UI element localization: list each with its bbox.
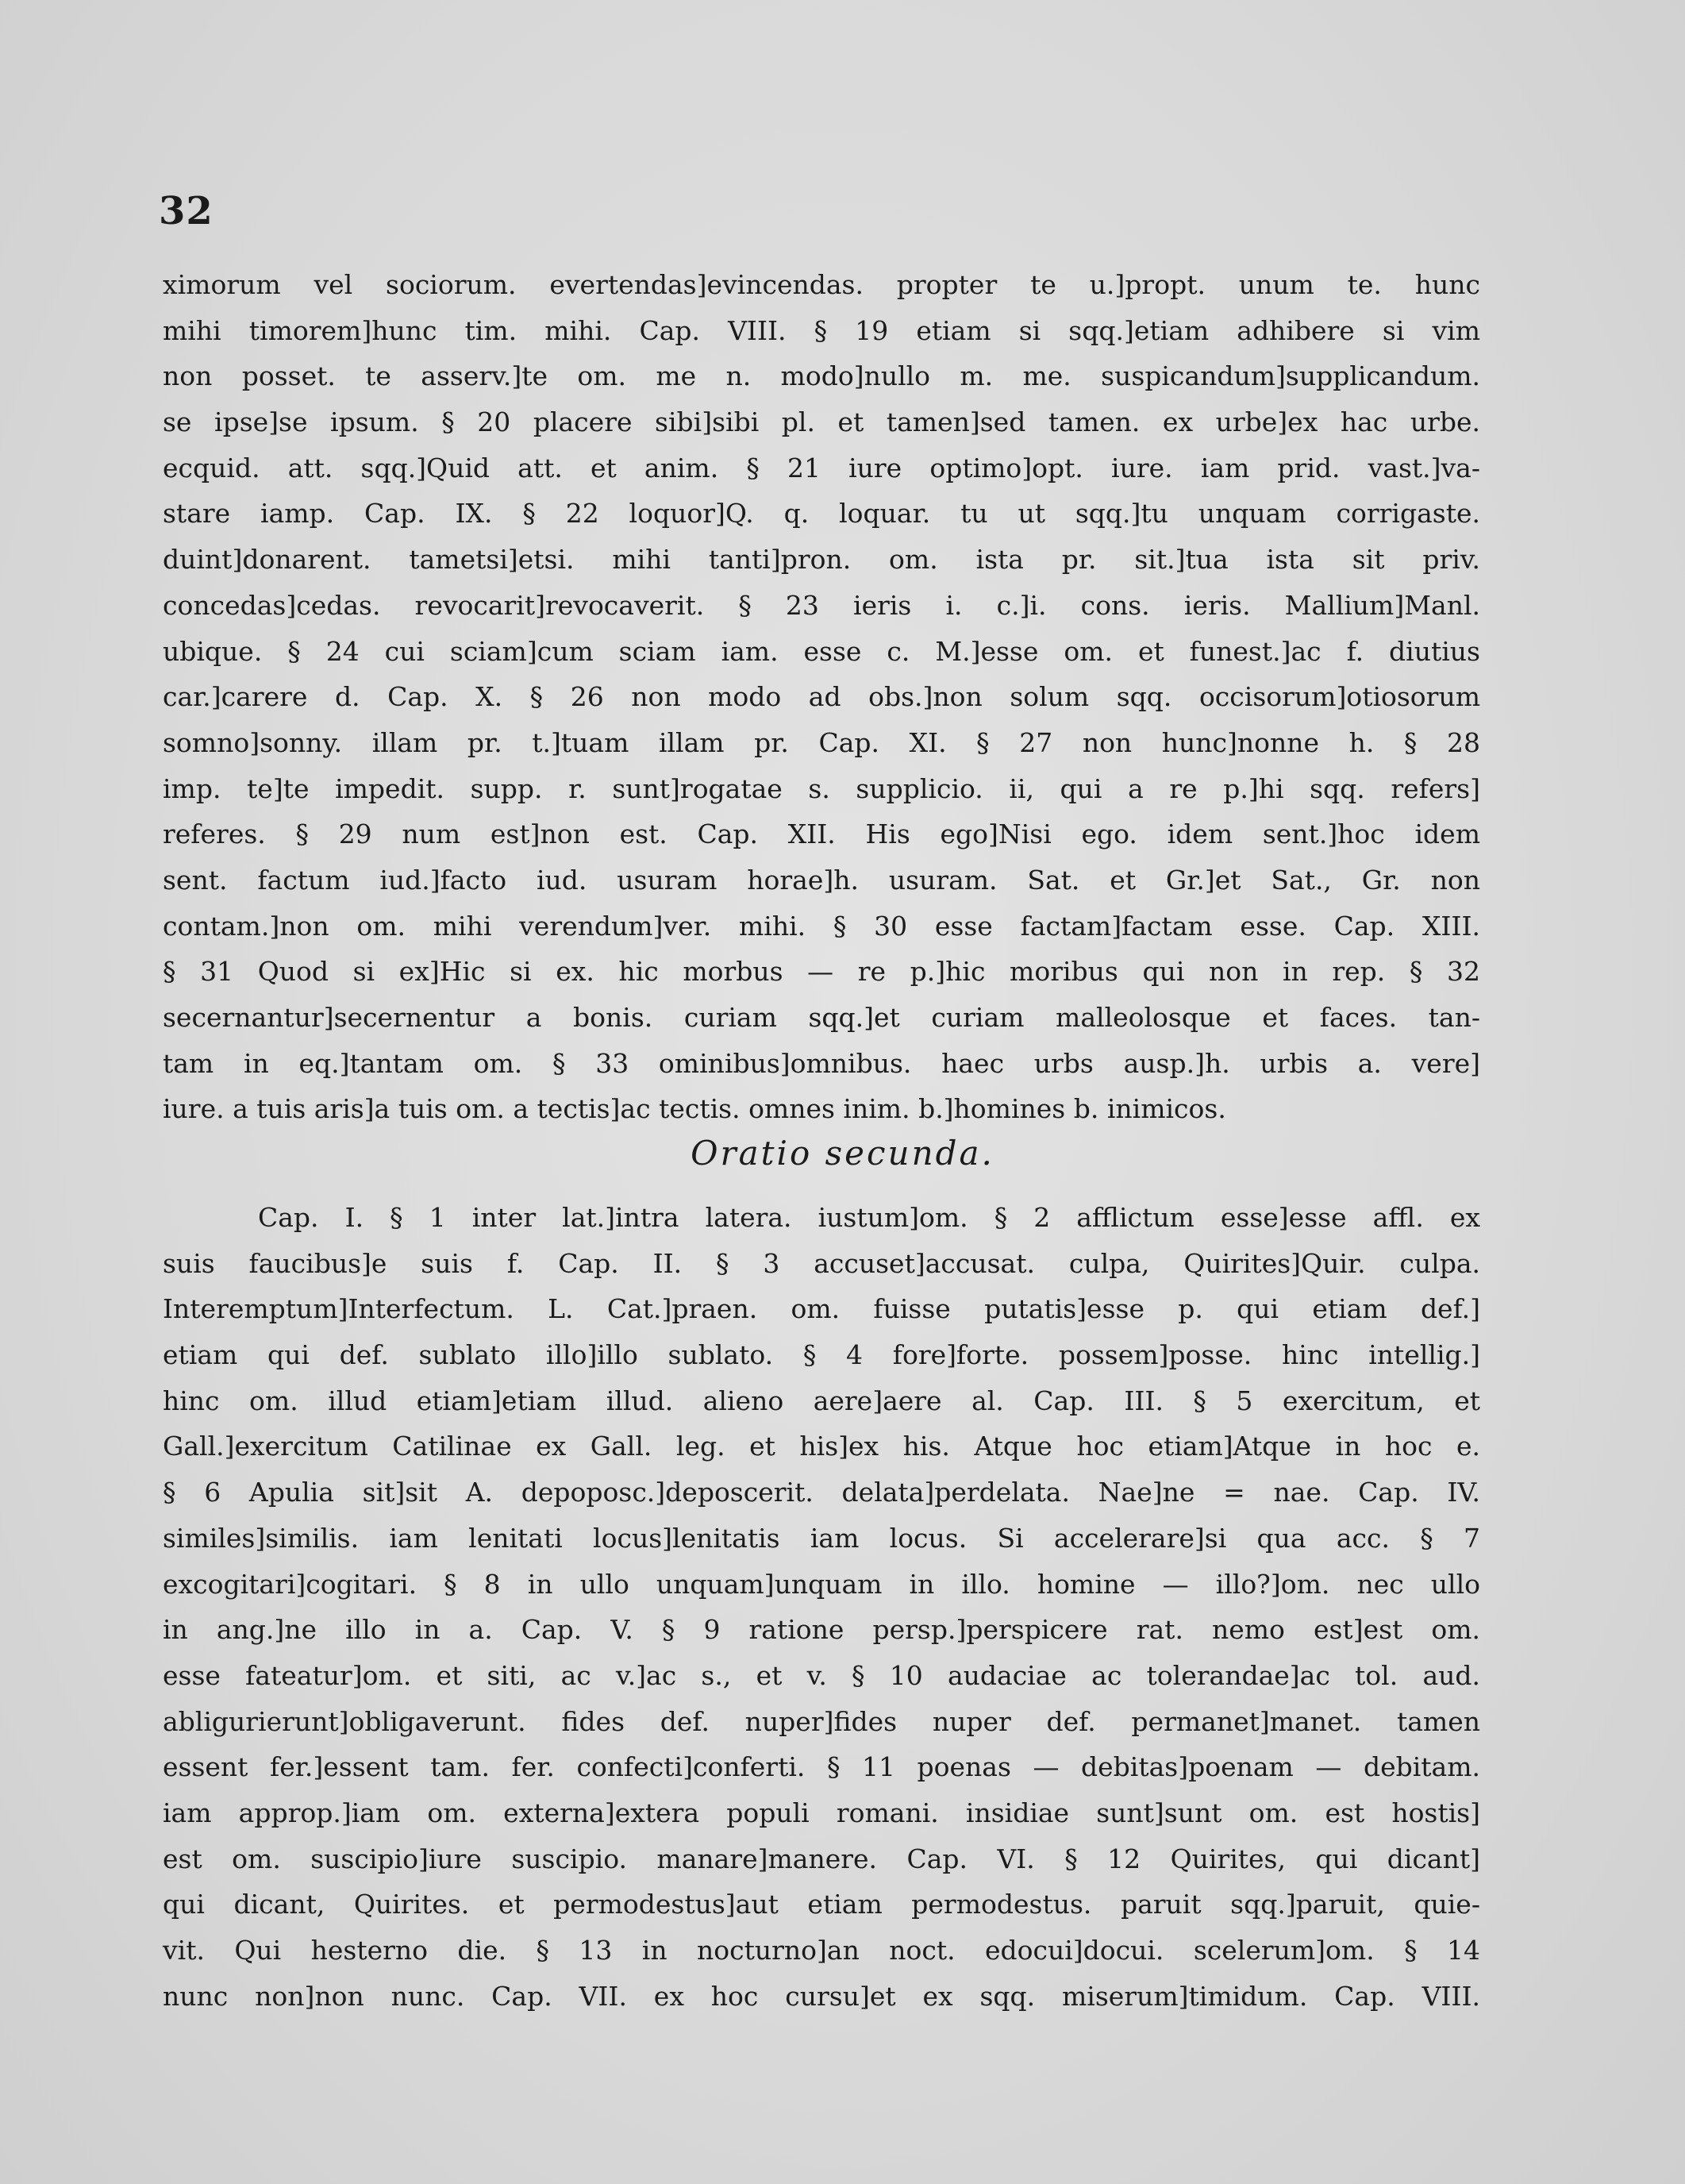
text-line: abligurierunt]obligaverunt. fides def. nuper]fides nuper def. permanet]manet. tamen (163, 1705, 1480, 1737)
critical-notes-block-2 (163, 1195, 1480, 2019)
text-line: ubique. § 24 cui sciam]cum sciam iam. esse c. M.]esse om. et funest.]ac f. diutius (163, 635, 1480, 667)
text-line: mihi timorem]hunc tim. mihi. Cap. VIII. § 19 etiam si sqq.]etiam adhibere si vim (163, 314, 1480, 346)
text-line: etiam qui def. sublato illo]illo sublato. § 4 fore]forte. possem]posse. hinc intellig.] (163, 1339, 1480, 1371)
text-line: Cap. I. § 1 inter lat.]intra latera. iustum]om. § 2 afflictum esse]esse affl. ex (258, 1202, 1480, 1233)
text-line: ecquid. att. sqq.]Quid att. et anim. § 21 iure optimo]opt. iure. iam prid. vast.]va- (163, 452, 1480, 483)
text-line: contam.]non om. mihi verendum]ver. mihi. § 30 esse factam]factam esse. Cap. XIII. (163, 910, 1480, 942)
text-line: est om. suscipio]iure suscipio. manare]manere. Cap. VI. § 12 Quirites, qui dicant] (163, 1843, 1480, 1874)
text-line: secernantur]secernentur a bonis. curiam sqq.]et curiam malleolosque et faces. tan- (163, 1002, 1480, 1033)
text-line: non posset. te asserv.]te om. me n. modo]nullo m. me. suspicandum]supplicandum. (163, 360, 1480, 392)
text-line: § 31 Quod si ex]Hic si ex. hic morbus — re p.]hic moribus qui non in rep. § 32 (163, 956, 1480, 988)
text-line: somno]sonny. illam pr. t.]tuam illam pr. Cap. XI. § 27 non hunc]nonne h. § 28 (163, 726, 1480, 758)
text-line: concedas]cedas. revocarit]revocaverit. § 23 ieris i. c.]i. cons. ieris. Mallium]Manl. (163, 589, 1480, 621)
text-line: vit. Qui hesterno die. § 13 in nocturno]an noct. edocui]docui. scelerum]om. § 14 (163, 1935, 1480, 1966)
text-line: suis faucibus]e suis f. Cap. II. § 3 accuset]accusat. culpa, Quirites]Quir. culpa. (163, 1247, 1480, 1279)
section-heading: Oratio secunda. (691, 1134, 994, 1173)
page-number: 32 (159, 189, 214, 233)
text-line: Interemptum]Interfectum. L. Cat.]praen. om. fuisse putatis]esse p. qui etiam def.] (163, 1293, 1480, 1325)
text-line: excogitari]cogitari. § 8 in ullo unquam]unquam in illo. homine — illo?]om. nec ullo (163, 1568, 1480, 1600)
text-line: sent. factum iud.]facto iud. usuram horae]h. usuram. Sat. et Gr.]et Sat., Gr. non (163, 864, 1480, 896)
text-line: Gall.]exercitum Catilinae ex Gall. leg. et his]ex his. Atque hoc etiam]Atque in hoc e. (163, 1431, 1480, 1462)
text-line: se ipse]se ipsum. § 20 placere sibi]sibi pl. et tamen]sed tamen. ex urbe]ex hac urbe. (163, 406, 1480, 438)
text-line: iure. a tuis aris]a tuis om. a tectis]ac tectis. omnes inim. b.]homines b. inimicos. (163, 1093, 1226, 1125)
text-line: essent fer.]essent tam. fer. confecti]conferti. § 11 poenas — debitas]poenam — debitam. (163, 1751, 1480, 1783)
text-line: iam approp.]iam om. externa]extera populi romani. insidiae sunt]sunt om. est hostis] (163, 1797, 1480, 1828)
text-line: referes. § 29 num est]non est. Cap. XII. His ego]Nisi ego. idem sent.]hoc idem (163, 819, 1480, 850)
text-line: car.]carere d. Cap. X. § 26 non modo ad obs.]non solum sqq. occisorum]otiosorum (163, 681, 1480, 713)
text-line: imp. te]te impedit. supp. r. sunt]rogatae s. supplicio. ii, qui a re p.]hi sqq. refers] (163, 772, 1480, 804)
text-line: in ang.]ne illo in a. Cap. V. § 9 ratione persp.]perspicere rat. nemo est]est om. (163, 1614, 1480, 1646)
text-line: stare iamp. Cap. IX. § 22 loquor]Q. q. loquar. tu ut sqq.]tu unquam corrigaste. (163, 498, 1480, 530)
text-line: duint]donarent. tametsi]etsi. mihi tanti]pron. om. ista pr. sit.]tua ista sit priv. (163, 544, 1480, 576)
text-line: tam in eq.]tantam om. § 33 ominibus]omnibus. haec urbs ausp.]h. urbis a. vere] (163, 1047, 1480, 1079)
text-line: esse fateatur]om. et siti, ac v.]ac s., et v. § 10 audaciae ac tolerandae]ac tol. aud. (163, 1659, 1480, 1691)
critical-notes-block-1 (163, 262, 1480, 1132)
text-line: § 6 Apulia sit]sit A. depoposc.]deposcerit. delata]perdelata. Nae]ne = nae. Cap. IV. (163, 1477, 1480, 1508)
text-line: ximorum vel sociorum. evertendas]evincendas. propter te u.]propt. unum te. hunc (163, 269, 1480, 300)
text-line: nunc non]non nunc. Cap. VII. ex hoc cursu]et ex sqq. miserum]timidum. Cap. VIII. (163, 1980, 1480, 2012)
text-line: similes]similis. iam lenitati locus]lenitatis iam locus. Si accelerare]si qua acc. § 7 (163, 1522, 1480, 1554)
text-line: qui dicant, Quirites. et permodestus]aut etiam permodestus. paruit sqq.]paruit, quie- (163, 1889, 1480, 1920)
text-line: hinc om. illud etiam]etiam illud. alieno aere]aere al. Cap. III. § 5 exercitum, et (163, 1385, 1480, 1416)
